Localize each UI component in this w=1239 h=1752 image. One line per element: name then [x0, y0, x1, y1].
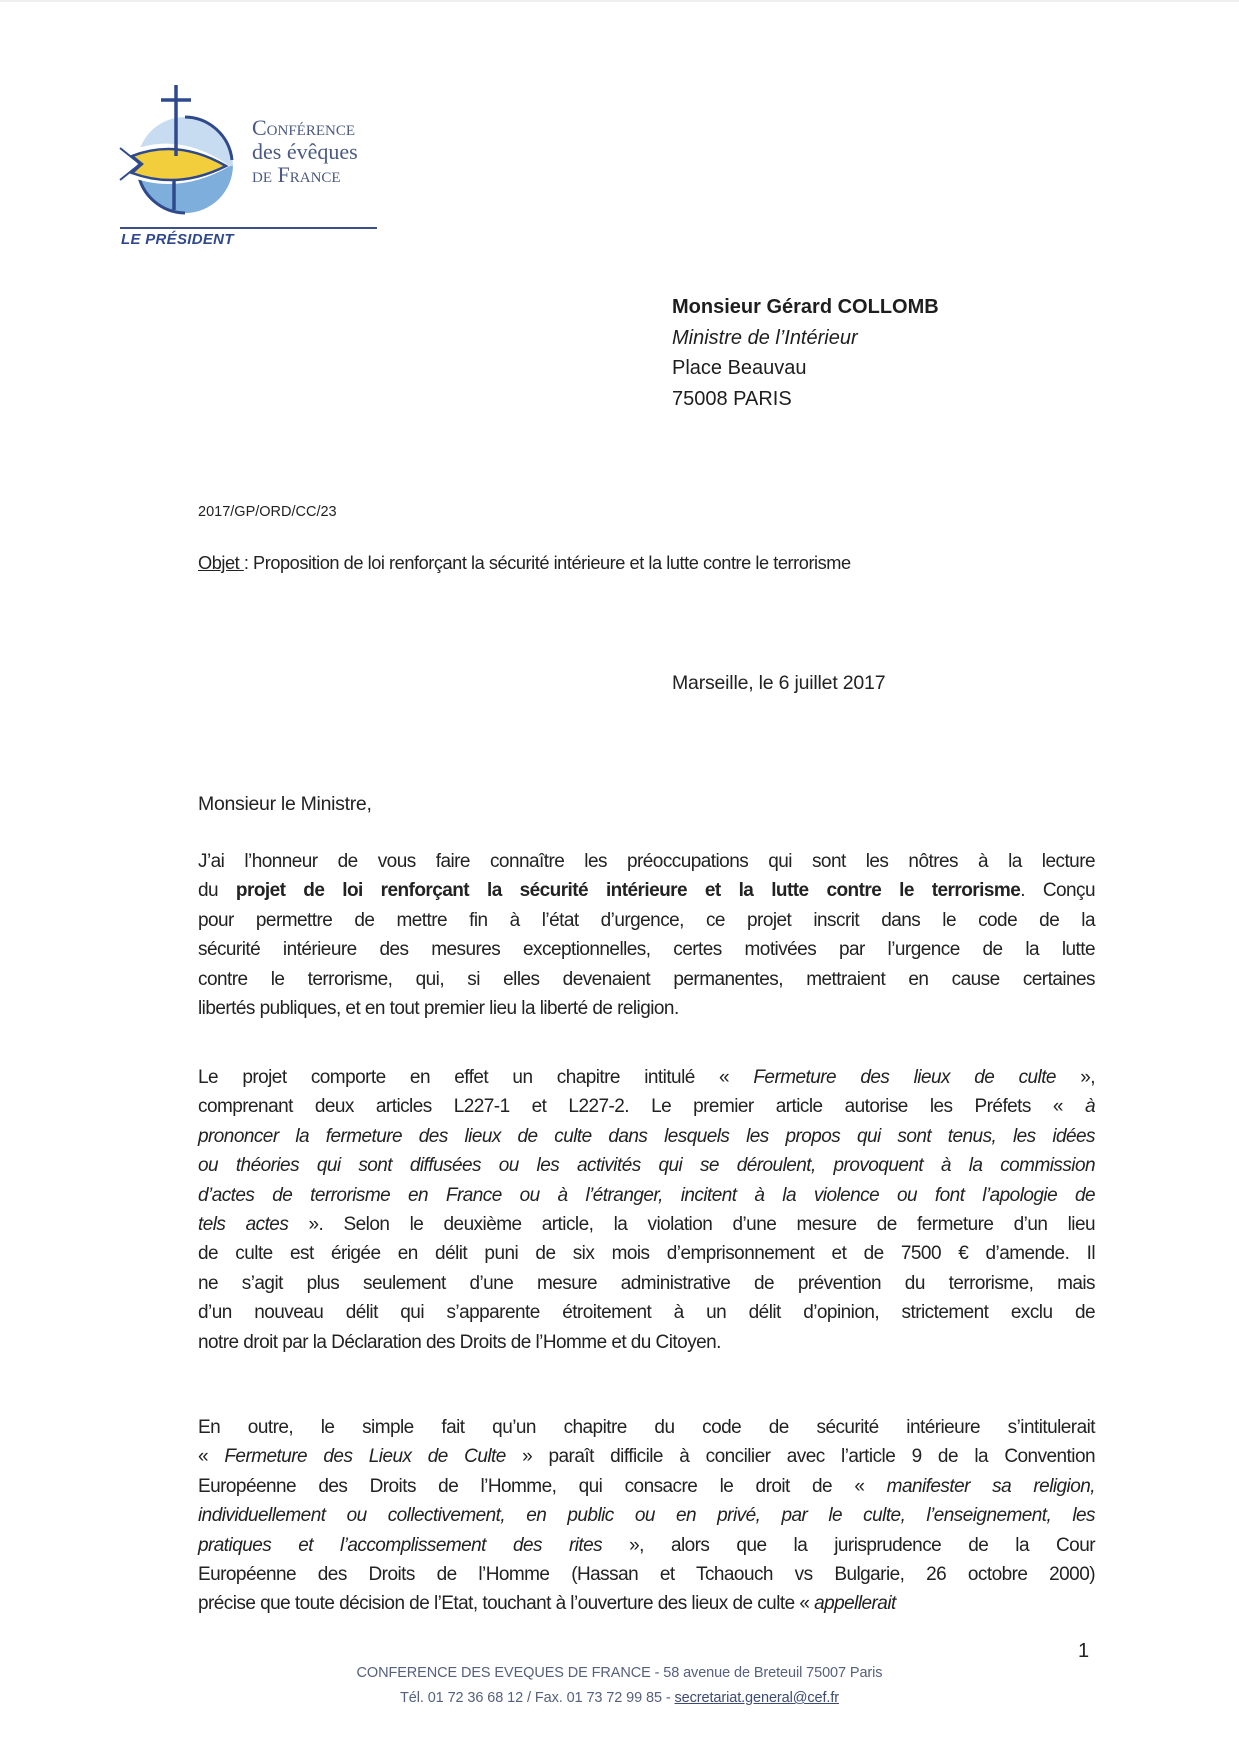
paragraph-line: [198, 1560, 1095, 1589]
text-run: pour permettre de mettre fin à l’état d’urgence, ce projet inscrit dans le code de la: [198, 909, 1095, 931]
italic-quote: appellerait: [814, 1593, 896, 1615]
text-run: sécurité intérieure des mesures exceptionnelles, certes motivées par l’urgence de la lutte: [198, 939, 1095, 961]
paragraph-line: [198, 1063, 1095, 1092]
paragraph-line: [198, 1501, 1095, 1530]
page-top-edge: [0, 0, 1239, 2]
text-run: d’un nouveau délit qui s’apparente étroitement à un délit d’opinion, strictement exclu de: [198, 1302, 1095, 1324]
paragraph-line: [198, 1531, 1095, 1560]
italic-quote: tels actes: [198, 1213, 289, 1235]
recipient-name: Monsieur Gérard COLLOMB: [672, 296, 939, 318]
page-number: 1: [1078, 1640, 1090, 1662]
paragraph-line: [198, 935, 1095, 964]
sender-role: LE PRÉSIDENT: [121, 231, 234, 248]
paragraph-line: [198, 1181, 1095, 1210]
org-name: [252, 116, 358, 187]
paragraph-line: [198, 876, 1095, 905]
letterhead-rule: [120, 227, 377, 229]
italic-quote: prononcer la fermeture des lieux de culte dans lesquels les propos qui sont tenus, les idées: [198, 1125, 1095, 1147]
recipient-city: 75008 PARIS: [672, 387, 792, 410]
italic-quote: Fermeture des Lieux de Culte: [224, 1446, 506, 1468]
bold-text: projet de loi renforçant la sécurité intérieure et la lutte contre le terrorisme: [235, 880, 1021, 902]
text-run: Le projet comporte en effet un chapitre intitulé «: [198, 1067, 754, 1088]
text-run: ». Selon le deuxième article, la violation d’une mesure de fermeture d’un lieu: [288, 1213, 1095, 1235]
salutation: Monsieur le Ministre,: [198, 793, 372, 815]
paragraph-line: [198, 994, 1095, 1023]
subject-label: Objet: [198, 553, 244, 573]
footer-email-link[interactable]: secretariat.general@cef.fr: [674, 1690, 839, 1706]
recipient-street: Place Beauvau: [672, 357, 807, 379]
italic-quote: Fermeture des lieux de culte: [753, 1067, 1056, 1088]
body-paragraph-1: [198, 847, 1095, 1023]
paragraph-line: [198, 1210, 1095, 1239]
text-run: précise que toute décision de l’Etat, touchant à l’ouverture des lieux de culte «: [198, 1593, 815, 1615]
recipient-title: Ministre de l’Intérieur: [672, 326, 858, 349]
org-name-line3: de France: [252, 162, 341, 187]
recipient-address: [672, 292, 939, 414]
letter-date: Marseille, le 6 juillet 2017: [672, 672, 886, 694]
paragraph-line: [198, 1092, 1095, 1121]
org-name-line2: des évêques: [252, 138, 358, 164]
text-run: comprenant deux articles L227-1 et L227-2. Le premier article autorise les Préfets «: [198, 1096, 1085, 1118]
text-run: » paraît difficile à concilier avec l’article 9 de la Convention: [505, 1446, 1095, 1468]
paragraph-line: [198, 1589, 1095, 1618]
italic-quote: manifester sa religion,: [886, 1475, 1095, 1497]
text-run: «: [198, 1446, 225, 1468]
text-run: Européenne des Droits de l’Homme (Hassan et Tchaouch vs Bulgarie, 26 octobre 2000): [198, 1563, 1095, 1585]
paragraph-line: [198, 1151, 1095, 1180]
text-run: ne s’agit plus seulement d’une mesure administrative de prévention du terrorisme, mais: [198, 1272, 1095, 1294]
text-run: Européenne des Droits de l’Homme, qui consacre le droit de «: [198, 1475, 887, 1497]
text-run: »,: [1055, 1067, 1095, 1088]
paragraph-line: [198, 1239, 1095, 1268]
org-name-line1: Conférence: [252, 115, 356, 140]
body-paragraph-2: [198, 1063, 1095, 1357]
text-run: libertés publiques, et en tout premier lieu la liberté de religion.: [198, 997, 679, 1019]
paragraph-line: [198, 1122, 1095, 1151]
italic-quote: individuellement ou collectivement, en public ou en privé, par le culte, l’enseignement, les: [198, 1505, 1095, 1527]
text-run: En outre, le simple fait qu’un chapitre du code de sécurité intérieure s’intitulerait: [198, 1417, 1095, 1438]
subject-text: : Proposition de loi renforçant la sécurité intérieure et la lutte contre le terrorisme: [243, 553, 851, 573]
paragraph-line: [198, 1442, 1095, 1471]
paragraph-line: [198, 847, 1095, 876]
text-run: . Conçu: [1020, 880, 1095, 902]
italic-quote: pratiques et l’accomplissement des rites: [198, 1534, 603, 1556]
paragraph-line: [198, 906, 1095, 935]
footer-phone-fax: Tél. 01 72 36 68 12 / Fax. 01 73 72 99 85 -: [400, 1690, 675, 1706]
paragraph-line: [198, 965, 1095, 994]
footer-contact: [0, 1690, 1239, 1706]
text-run: contre le terrorisme, qui, si elles devenaient permanentes, mettraient en cause certaines: [198, 968, 1095, 990]
text-run: notre droit par la Déclaration des Droits de l’Homme et du Citoyen.: [198, 1331, 721, 1353]
footer-address: CONFERENCE DES EVEQUES DE FRANCE - 58 avenue de Breteuil 75007 Paris: [356, 1665, 883, 1681]
subject-line: [198, 553, 851, 574]
reference-number: 2017/GP/ORD/CC/23: [198, 504, 337, 520]
cef-logo-icon: [118, 80, 258, 215]
paragraph-line: [198, 1328, 1095, 1357]
paragraph-line: [198, 1472, 1095, 1501]
text-run: de culte est érigée en délit puni de six mois d’emprisonnement et de 7500 € d’amende. Il: [198, 1243, 1095, 1265]
italic-quote: d’actes de terrorisme en France ou à l’étranger, incitent à la violence ou font l’apologie de: [198, 1184, 1095, 1206]
italic-quote: ou théories qui sont diffusées ou les activités qui se déroulent, provoquent à la commission: [198, 1155, 1095, 1177]
body-paragraph-3: [198, 1413, 1095, 1619]
text-run: J’ai l’honneur de vous faire connaître les préoccupations qui sont les nôtres à la lecture: [198, 851, 1095, 872]
italic-quote: à: [1084, 1096, 1095, 1118]
paragraph-line: [198, 1413, 1095, 1442]
paragraph-line: [198, 1269, 1095, 1298]
paragraph-line: [198, 1298, 1095, 1327]
text-run: du: [198, 880, 236, 902]
text-run: », alors que la jurisprudence de la Cour: [602, 1534, 1095, 1556]
